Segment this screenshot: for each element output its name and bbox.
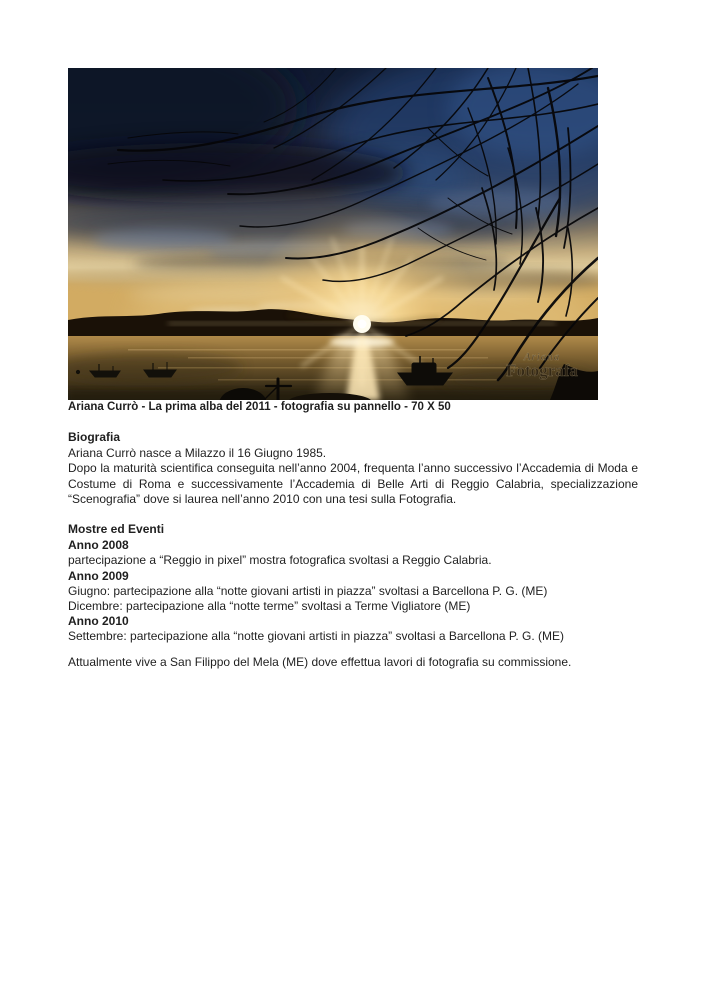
sunset-photo-svg [68,68,598,400]
photo-watermark-line2: Fotografa [506,361,578,380]
event-entry-2010-1: Settembre: partecipazione alla “notte giovani artisti in piazza” svoltasi a Barcellona P. G. (ME) [68,629,565,643]
biography-paragraph: Dopo la maturità scientifica conseguita nell’anno 2004, frequenta l’anno successivo l’Accademia di Moda e Costume di Roma e successivamente l’Accademia di Belle Arti di Reggio Calabria, specializzazione “Scenografia” dove si laurea nell’anno 2010 con una tesi sulla Fotografia. [68,461,638,507]
photo-watermark-line1: Ariana [523,351,561,363]
artwork-caption: Ariana Currò - La prima alba del 2011 - fotografia su pannello - 70 X 50 [68,401,451,413]
events-heading: Mostre ed Eventi [68,522,165,536]
event-entry-2008-1: partecipazione a “Reggio in pixel” mostra fotografica svoltasi a Reggio Calabria. [68,553,492,567]
event-year-2008: Anno 2008 [68,538,129,552]
event-entry-2009-1: Giugno: partecipazione alla “notte giovani artisti in piazza” svoltasi a Barcellona P. G. (ME) [68,584,548,598]
event-year-2009: Anno 2009 [68,569,129,583]
event-year-2010: Anno 2010 [68,614,129,628]
artwork-photo [68,68,598,400]
biography-heading: Biografia [68,430,121,444]
biography-birth-line: Ariana Currò nasce a Milazzo il 16 Giugno 1985. [68,446,327,460]
current-status-line: Attualmente vive a San Filippo del Mela (ME) dove effettua lavori di fotografia su commissione. [68,655,572,669]
event-entry-2009-2: Dicembre: partecipazione alla “notte terme” svoltasi a Terme Vigliatore (ME) [68,599,471,613]
